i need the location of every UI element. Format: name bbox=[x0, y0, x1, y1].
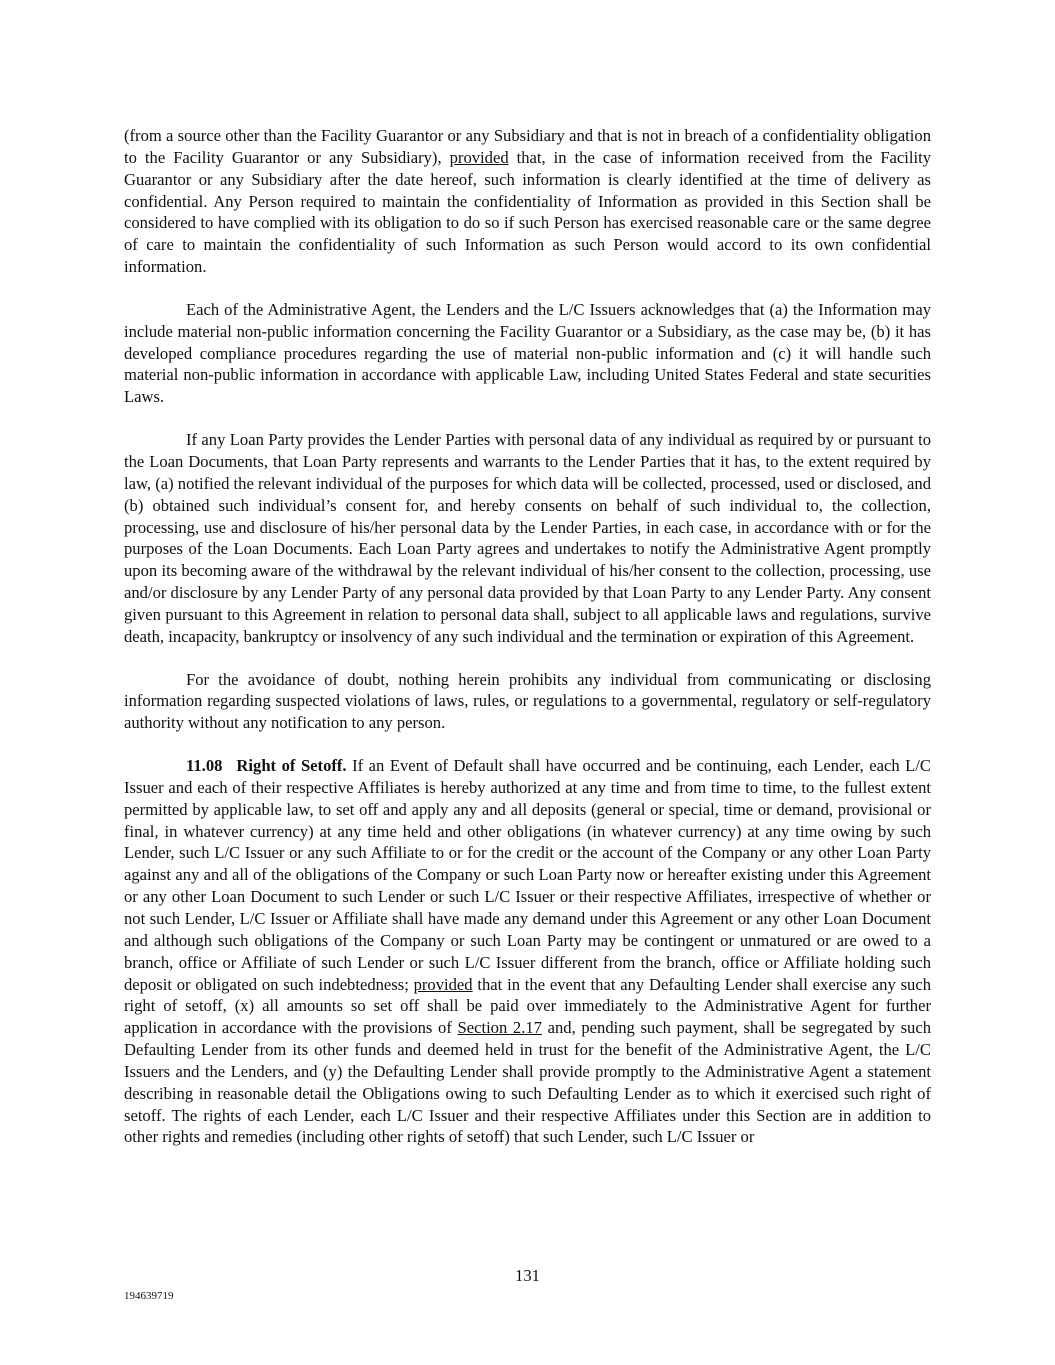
paragraph-confidentiality-continued bbox=[124, 125, 931, 278]
section-number: 11.08 bbox=[186, 756, 223, 776]
document-id: 194639719 bbox=[124, 1290, 174, 1302]
section-text: and, pending such payment, shall be segregated by such Defaulting Lender from its other funds and deemed held in trust for the benefit of the Administrative Agent, the L/C Issuers and the Lenders, and (y) the Defaulting Lender shall provide promptly to the Administrative Agent a statement describing in reasonable detail the Obligations owing to such Defaulting Lender as to which it exercised such right of setoff. The rights of each Lender, each L/C Issuer and their respective Affiliates under this Section are in addition to other rights and remedies (including other rights of setoff) that such Lender, such L/C Issuer or bbox=[124, 1018, 931, 1147]
provided-underlined: provided bbox=[449, 147, 509, 167]
section-text: that in the event that any Defaulting Lender shall exercise any such right of setoff, (x) all amounts so set off shall be paid over immediately to the Administrative Agent for further application in accordance with the provisions of bbox=[124, 974, 931, 1038]
section-text: If an Event of Default shall have occurred and be continuing, each Lender, each L/C Issuer and each of their respective Affiliates is hereby authorized at any time and from time to time, to the fullest extent permitted by applicable law, to set off and apply any and all deposits (general or special, time or demand, provisional or final, in whatever currency) at any time held and other obligations (in whatever currency) at any time owing by such Lender, such L/C Issuer or any such Affiliate to or for the credit or the account of the Company or any other Loan Party against any and all of the obligations of the Company or such Loan Party now or hereafter existing under this Agreement or any other Loan Document to such Lender or such L/C Issuer or their respective Affiliates, irrespective of whether or not such Lender, L/C Issuer or Affiliate shall have made any demand under this Agreement or any other Loan Document and although such obligations of the Company or such Loan Party may be contingent or unmatured or are owed to a branch, office or Affiliate of such Lender or such L/C Issuer different from the branch, office or Affiliate holding such deposit or obligated on such indebtedness; bbox=[124, 756, 931, 994]
section-11-08-right-of-setoff bbox=[124, 755, 931, 1148]
provided-underlined: provided bbox=[413, 974, 473, 994]
section-reference-link: Section 2.17 bbox=[457, 1018, 542, 1038]
paragraph-text: (from a source other than the Facility Guarantor or any Subsidiary and that is not in breach of a confidentiality obligation to the Facility Guarantor or any Subsidiary), bbox=[124, 126, 931, 167]
section-title: Right of Setoff. bbox=[236, 756, 347, 776]
page-body bbox=[124, 125, 931, 1169]
paragraph-text: that, in the case of information received from the Facility Guarantor or any Subsidiary after the date hereof, such information is clearly identified at the time of delivery as confidential. Any Person required to maintain the confidentiality of Information as provided in this Section shall be considered to have complied with its obligation to do so if such Person has exercised reasonable care or the same degree of care to maintain the confidentiality of such Information as such Person would accord to its own confidential information. bbox=[124, 147, 932, 277]
paragraph-non-public-information: Each of the Administrative Agent, the Lenders and the L/C Issuers acknowledges that (a) the Information may include material non-public information concerning the Facility Guarantor or a Subsidiary, as the case may be, (b) it has developed compliance procedures regarding the use of material non-public information and (c) it will handle such material non-public information in accordance with applicable Law, including United States Federal and state securities Laws. bbox=[124, 299, 931, 407]
page-number: 131 bbox=[515, 1266, 540, 1285]
paragraph-personal-data: If any Loan Party provides the Lender Parties with personal data of any individual as required by or pursuant to the Loan Documents, that Loan Party represents and warrants to the Lender Parties that it has, to the extent required by law, (a) notified the relevant individual of the purposes for which data will be collected, processed, used or disclosed, and (b) obtained such individual’s consent for, and hereby consents on behalf of such individual to, the collection, processing, use and disclosure of his/her personal data by the Lender Parties, in each case, in accordance with or for the purposes of the Loan Documents. Each Loan Party agrees and undertakes to notify the Administrative Agent promptly upon its becoming aware of the withdrawal by the relevant individual of his/her consent to the collection, processing, use and/or disclosure by any Lender Party of any personal data provided by that Loan Party to any Lender Party. Any consent given pursuant to this Agreement in relation to personal data shall, subject to all applicable laws and regulations, survive death, incapacity, bankruptcy or insolvency of any such individual and the termination or expiration of this Agreement. bbox=[124, 430, 931, 646]
paragraph-avoidance-of-doubt: For the avoidance of doubt, nothing herein prohibits any individual from communicating or disclosing information regarding suspected violations of laws, rules, or regulations to a governmental, regulatory or self-regulatory authority without any notification to any person. bbox=[124, 669, 931, 733]
